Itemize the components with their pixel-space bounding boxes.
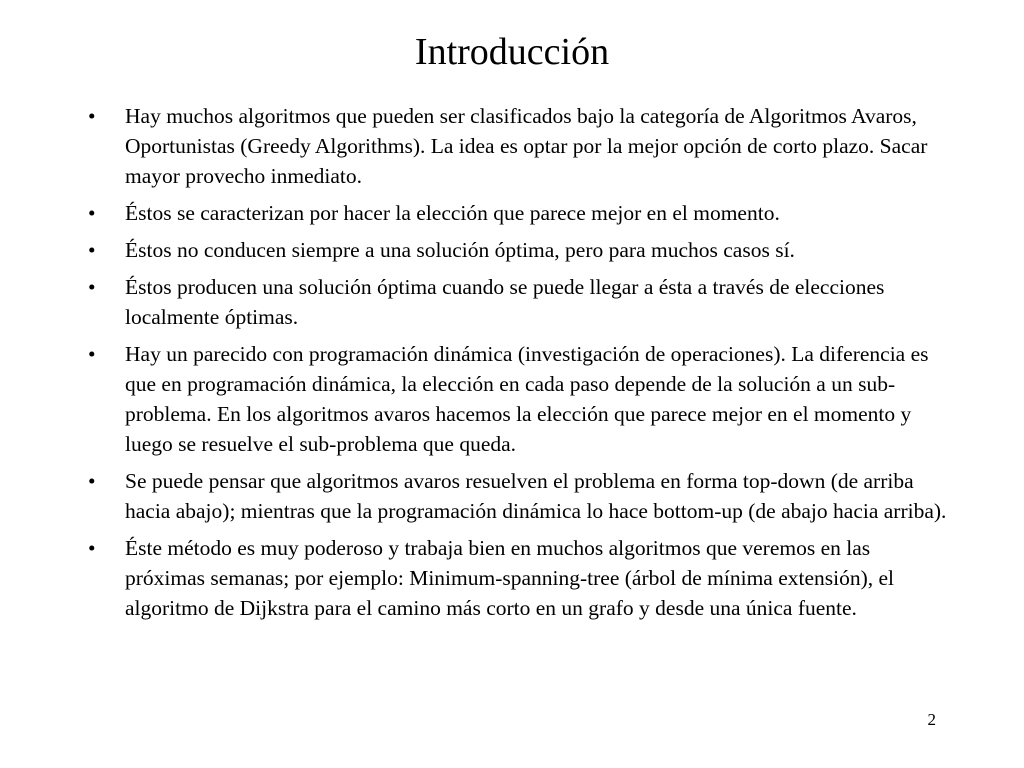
bullet-marker: • (88, 275, 96, 299)
bullet-text: Éstos se caracterizan por hacer la elección que parece mejor en el momento. (125, 201, 780, 225)
bullet-text: Éste método es muy poderoso y trabaja bien en muchos algoritmos que veremos en las próximas semanas; por ejemplo: Minimum-spanning-tree (árbol de mínima extensión), el algoritmo de Dijkstra para el camino más corto en un grafo y desde una única fuente. (125, 536, 895, 620)
bullet-text: Se puede pensar que algoritmos avaros resuelven el problema en forma top-down (de arriba hacia abajo); mientras que la programación dinámica lo hace bottom-up (de abajo hacia arriba). (125, 469, 947, 523)
page-number: 2 (927, 710, 936, 729)
bullet-marker: • (88, 536, 96, 560)
bullet-marker: • (88, 104, 96, 128)
bullet-item (88, 198, 948, 228)
bullet-text: Éstos no conducen siempre a una solución óptima, pero para muchos casos sí. (125, 238, 795, 262)
bullet-item (88, 101, 948, 191)
bullet-item (88, 533, 948, 623)
bullet-marker: • (88, 342, 96, 366)
bullet-text: Hay un parecido con programación dinámica (investigación de operaciones). La diferencia es que en programación dinámica, la elección en cada paso depende de la solución a un sub-problema. En los algoritmos avaros hacemos la elección que parece mejor en el momento y luego se resuelve el sub-problema que queda. (125, 342, 929, 456)
bullet-text: Éstos producen una solución óptima cuando se puede llegar a ésta a través de elecciones localmente óptimas. (125, 275, 885, 329)
slide-title: Introducción (414, 31, 610, 73)
bullet-item (88, 272, 948, 332)
bullet-marker: • (88, 238, 96, 262)
bullet-item (88, 235, 948, 265)
bullet-item (88, 466, 948, 526)
bullet-list (88, 101, 948, 630)
bullet-marker: • (88, 201, 96, 225)
bullet-marker: • (88, 469, 96, 493)
bullet-item (88, 339, 948, 459)
bullet-text: Hay muchos algoritmos que pueden ser clasificados bajo la categoría de Algoritmos Avaros, Oportunistas (Greedy Algorithms). La idea es optar por la mejor opción de corto plazo. Sacar mayor provecho inmediato. (125, 104, 928, 188)
